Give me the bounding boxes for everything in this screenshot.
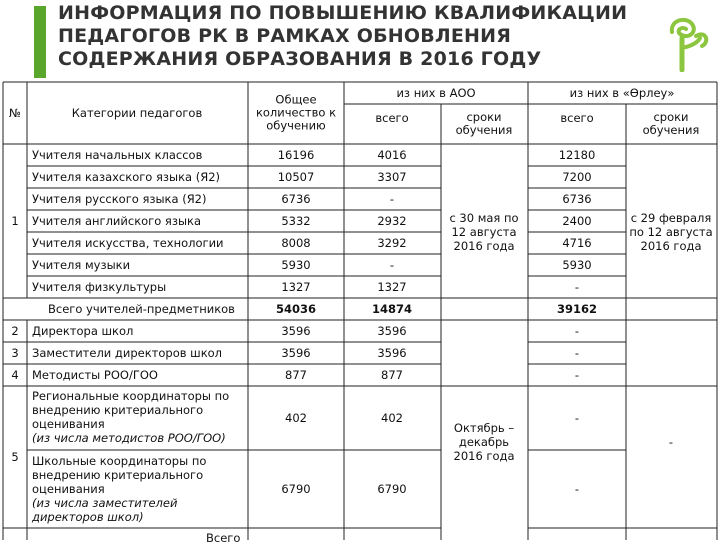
row-aoo: - — [389, 258, 395, 272]
row-category: Учителя русского языка (Я2) — [32, 192, 207, 206]
row-total: 10507 — [277, 170, 315, 184]
header-num: № — [9, 106, 21, 120]
row-aoo: 3292 — [377, 236, 407, 250]
group1-aoo-period: с 30 мая по 12 августа 2016 года — [449, 211, 519, 253]
row-orleu: 5930 — [562, 258, 592, 272]
row-orleu: 4716 — [562, 236, 592, 250]
row-orleu: - — [574, 411, 580, 425]
subtotal-orleu: 39162 — [556, 302, 598, 316]
header-aoo-period: сроки обучения — [455, 110, 513, 137]
row-aoo: 877 — [381, 368, 403, 382]
row-orleu: 2400 — [562, 214, 592, 228]
row-total: 3596 — [281, 324, 311, 338]
header-orleu-total: всего — [560, 111, 594, 125]
group1-num: 1 — [11, 214, 19, 228]
row-aoo: 3307 — [377, 170, 407, 184]
row-category: Школьные координаторы по внедрению критериального оценивания — [32, 454, 207, 496]
row-category: Заместители директоров школ — [32, 346, 223, 360]
row-total: 402 — [285, 411, 307, 425]
row-orleu: - — [574, 368, 580, 382]
row-note: (из числа заместителей директоров школ) — [32, 496, 178, 524]
row-orleu: - — [574, 280, 580, 294]
row-aoo: 2932 — [377, 214, 407, 228]
row-category: Учителя начальных классов — [32, 148, 203, 162]
row-category: Учителя физкультуры — [32, 280, 167, 294]
row-aoo: - — [389, 192, 395, 206]
row-category: Учителя искусства, технологии — [32, 236, 224, 250]
subtotal-total: 54036 — [275, 302, 317, 316]
row-orleu: 7200 — [562, 170, 592, 184]
row-total: 8008 — [281, 236, 311, 250]
header-aoo: из них в АОО — [396, 86, 476, 100]
row-orleu: - — [574, 324, 580, 338]
group1-orleu-period: с 29 февраля по 12 августа 2016 года — [629, 211, 713, 253]
page-title: ИНФОРМАЦИЯ ПО ПОВЫШЕНИЮ КВАЛИФИКАЦИИ ПЕДАГОГОВ РК В РАМКАХ ОБНОВЛЕНИЯ СОДЕРЖАНИЯ ОБРАЗОВАНИЯ В 2016 ГОДУ — [58, 2, 628, 70]
row-orleu: - — [574, 482, 580, 496]
row-total: 5332 — [281, 214, 311, 228]
row-orleu: - — [574, 346, 580, 360]
row-aoo: 3596 — [377, 346, 407, 360]
group5-orleu-period: - — [668, 435, 674, 449]
row-total: 1327 — [281, 280, 311, 294]
total-label-partial: Всего — [206, 531, 241, 545]
header-orleu: из них в «Өрлеу» — [569, 86, 675, 100]
row-aoo: 3596 — [377, 324, 407, 338]
header-category: Категории педагогов — [71, 106, 203, 120]
row-note: (из числа методистов РОО/ГОО) — [32, 431, 226, 445]
row-aoo: 4016 — [377, 148, 407, 162]
header-total: Общее количество к обучению — [255, 92, 337, 133]
row-aoo: 402 — [381, 411, 403, 425]
row-category: Учителя музыки — [32, 258, 131, 272]
group5-aoo-period: Октябрь – декабрь 2016 года — [453, 421, 515, 463]
row-total: 3596 — [281, 346, 311, 360]
row-category: Региональные координаторы по внедрению критериального оценивания — [32, 389, 230, 431]
row-total: 5930 — [281, 258, 311, 272]
row-category: Учителя английского языка — [32, 214, 202, 228]
row-total: 6736 — [281, 192, 311, 206]
row-aoo: 1327 — [377, 280, 407, 294]
row-aoo: 6790 — [377, 482, 407, 496]
row-num: 4 — [11, 368, 19, 382]
row-total: 877 — [285, 368, 307, 382]
row-num: 2 — [11, 324, 19, 338]
row-category-block — [32, 389, 244, 445]
row-category-block — [32, 454, 244, 524]
group5-num: 5 — [11, 450, 19, 464]
header-aoo-total: всего — [375, 111, 409, 125]
row-category: Директора школ — [32, 324, 134, 338]
row-orleu: 12180 — [558, 148, 596, 162]
row-total: 16196 — [277, 148, 315, 162]
subtotal-aoo: 14874 — [371, 302, 413, 316]
subtotal-label: Всего учителей-предметников — [48, 302, 235, 316]
row-orleu: 6736 — [562, 192, 592, 206]
header-orleu-period: сроки обучения — [642, 110, 700, 137]
row-category: Методисты РОО/ГОО — [32, 368, 158, 382]
row-total: 6790 — [281, 482, 311, 496]
row-category: Учителя казахского языка (Я2) — [32, 170, 221, 184]
row-num: 3 — [11, 346, 19, 360]
